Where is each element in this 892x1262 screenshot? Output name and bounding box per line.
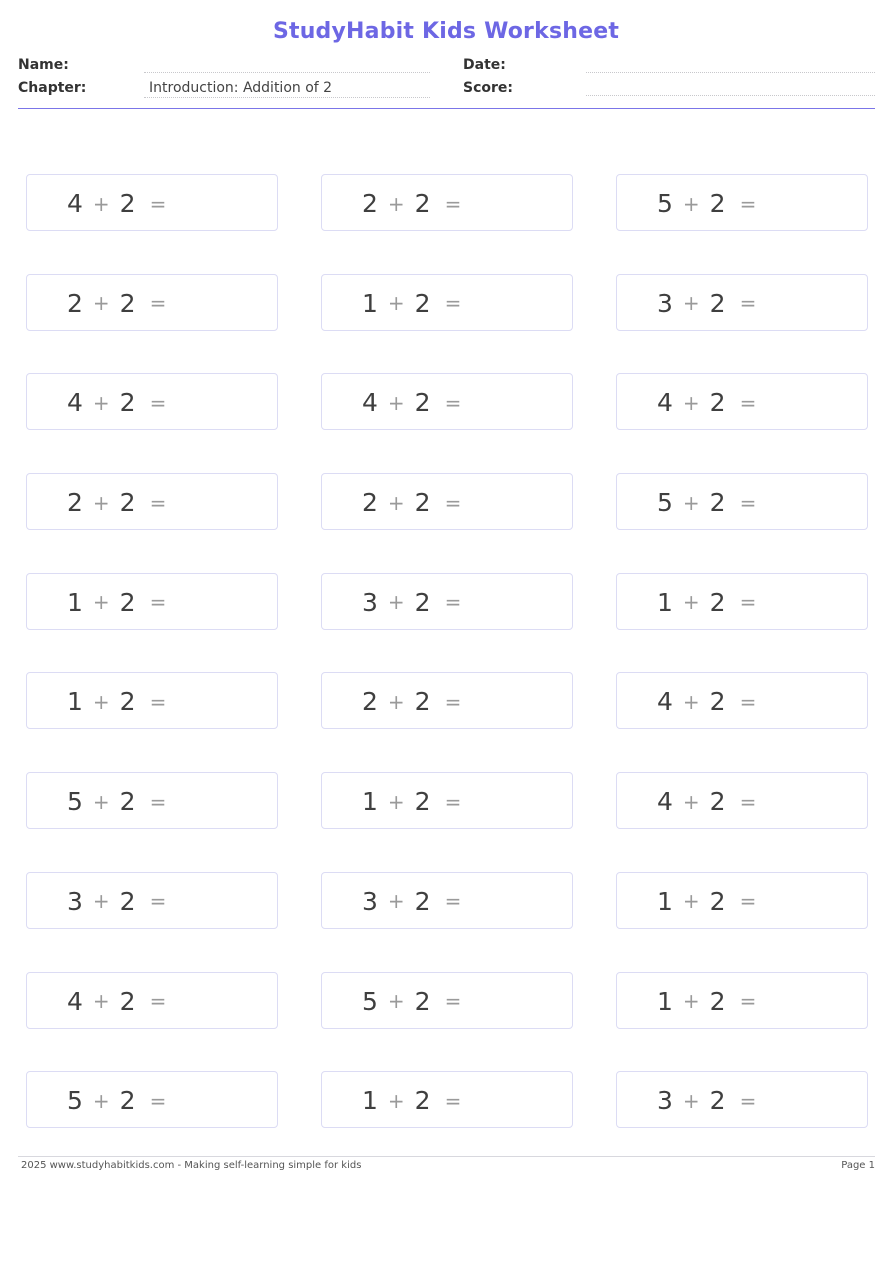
addend-b: 2 <box>119 388 136 418</box>
plus-sign: + <box>682 1088 700 1113</box>
problem-card[interactable] <box>616 1071 868 1128</box>
addend-b: 2 <box>119 587 136 617</box>
addend-b: 2 <box>414 787 431 817</box>
equation <box>657 275 756 332</box>
equation <box>67 574 166 631</box>
addend-a: 3 <box>657 288 673 318</box>
plus-sign: + <box>387 390 405 415</box>
equation <box>67 374 166 431</box>
addend-a: 5 <box>67 1086 83 1116</box>
chapter-line <box>144 97 430 98</box>
problem-card[interactable] <box>321 373 573 430</box>
score-label: Score: <box>463 80 513 96</box>
equation <box>362 873 461 930</box>
problem-card[interactable] <box>321 274 573 331</box>
problem-card[interactable] <box>26 573 278 630</box>
addend-a: 5 <box>657 488 673 518</box>
equals-sign: = <box>739 1088 757 1113</box>
plus-sign: + <box>92 590 110 615</box>
equals-sign: = <box>739 490 757 515</box>
equals-sign: = <box>739 191 757 216</box>
equals-sign: = <box>444 1088 462 1113</box>
equation <box>67 474 166 531</box>
equals-sign: = <box>149 590 167 615</box>
equation <box>67 673 166 730</box>
equation <box>657 574 756 631</box>
plus-sign: + <box>92 789 110 814</box>
equation <box>362 773 461 830</box>
date-line <box>586 72 875 73</box>
addend-a: 1 <box>67 587 83 617</box>
addend-a: 4 <box>657 388 673 418</box>
addend-a: 3 <box>67 886 83 916</box>
addend-b: 2 <box>709 587 726 617</box>
equals-sign: = <box>149 989 167 1013</box>
equals-sign: = <box>739 789 757 814</box>
plus-sign: + <box>92 689 110 714</box>
problem-card[interactable] <box>26 174 278 231</box>
addend-a: 1 <box>362 787 378 817</box>
problem-card[interactable] <box>616 174 868 231</box>
plus-sign: + <box>92 1088 110 1113</box>
equals-sign: = <box>149 689 167 714</box>
plus-sign: + <box>682 989 700 1013</box>
addend-b: 2 <box>709 189 726 218</box>
addend-a: 2 <box>67 288 83 318</box>
problem-card[interactable] <box>26 1071 278 1128</box>
addend-b: 2 <box>414 687 431 717</box>
equals-sign: = <box>444 291 462 316</box>
equals-sign: = <box>444 889 462 914</box>
problem-card[interactable] <box>616 373 868 430</box>
equals-sign: = <box>739 689 757 714</box>
equation <box>657 175 756 232</box>
equation <box>657 474 756 531</box>
plus-sign: + <box>387 1088 405 1113</box>
addend-a: 1 <box>362 1086 378 1116</box>
problem-card[interactable] <box>26 473 278 530</box>
problem-card[interactable] <box>616 573 868 630</box>
problem-card[interactable] <box>321 573 573 630</box>
problem-card[interactable] <box>26 672 278 729</box>
plus-sign: + <box>387 689 405 714</box>
equation <box>67 973 166 1030</box>
date-label: Date: <box>463 57 506 73</box>
plus-sign: + <box>682 490 700 515</box>
equals-sign: = <box>444 989 462 1013</box>
addend-b: 2 <box>119 189 136 218</box>
addend-b: 2 <box>414 986 431 1016</box>
plus-sign: + <box>387 490 405 515</box>
addend-b: 2 <box>119 886 136 916</box>
addend-a: 4 <box>657 687 673 717</box>
equation <box>67 175 166 232</box>
addend-a: 2 <box>362 189 378 218</box>
addend-a: 1 <box>657 587 673 617</box>
plus-sign: + <box>682 590 700 615</box>
addend-a: 2 <box>362 488 378 518</box>
equals-sign: = <box>444 390 462 415</box>
equation <box>362 374 461 431</box>
equation <box>657 374 756 431</box>
addend-b: 2 <box>709 986 726 1016</box>
problem-card[interactable] <box>616 274 868 331</box>
plus-sign: + <box>387 291 405 316</box>
problem-card[interactable] <box>616 672 868 729</box>
equation <box>67 873 166 930</box>
addend-b: 2 <box>709 886 726 916</box>
addend-a: 1 <box>67 687 83 717</box>
addend-b: 2 <box>119 986 136 1016</box>
plus-sign: + <box>387 989 405 1013</box>
equals-sign: = <box>149 291 167 316</box>
addend-b: 2 <box>119 288 136 318</box>
score-line <box>586 95 875 96</box>
plus-sign: + <box>387 889 405 914</box>
problem-card[interactable] <box>321 174 573 231</box>
equals-sign: = <box>444 590 462 615</box>
addend-b: 2 <box>709 687 726 717</box>
problem-card[interactable] <box>26 772 278 829</box>
addend-b: 2 <box>709 288 726 318</box>
addend-a: 4 <box>67 388 83 418</box>
addend-b: 2 <box>119 1086 136 1116</box>
plus-sign: + <box>682 191 700 216</box>
equation <box>657 873 756 930</box>
addend-b: 2 <box>119 687 136 717</box>
problem-card[interactable] <box>26 872 278 929</box>
problem-card[interactable] <box>616 772 868 829</box>
plus-sign: + <box>682 390 700 415</box>
addend-b: 2 <box>414 587 431 617</box>
equation <box>67 773 166 830</box>
addend-a: 2 <box>67 488 83 518</box>
equals-sign: = <box>149 191 167 216</box>
addend-a: 1 <box>657 986 673 1016</box>
plus-sign: + <box>682 291 700 316</box>
equals-sign: = <box>739 291 757 316</box>
addend-b: 2 <box>119 488 136 518</box>
plus-sign: + <box>387 191 405 216</box>
addend-b: 2 <box>414 1086 431 1116</box>
problem-card[interactable] <box>26 373 278 430</box>
equals-sign: = <box>739 390 757 415</box>
plus-sign: + <box>682 889 700 914</box>
chapter-label: Chapter: <box>18 80 87 96</box>
equation <box>657 973 756 1030</box>
addend-a: 1 <box>657 886 673 916</box>
addend-b: 2 <box>709 388 726 418</box>
header-divider <box>18 108 875 109</box>
equation <box>362 275 461 332</box>
equals-sign: = <box>444 689 462 714</box>
addend-b: 2 <box>414 886 431 916</box>
addend-a: 4 <box>362 388 378 418</box>
equals-sign: = <box>444 191 462 216</box>
equation <box>362 673 461 730</box>
name-label: Name: <box>18 57 69 73</box>
plus-sign: + <box>92 291 110 316</box>
page-number: Page 1 <box>841 1160 875 1171</box>
addend-a: 2 <box>362 687 378 717</box>
addend-b: 2 <box>414 288 431 318</box>
equals-sign: = <box>739 889 757 914</box>
addend-a: 3 <box>362 587 378 617</box>
equals-sign: = <box>149 789 167 814</box>
addend-a: 3 <box>657 1086 673 1116</box>
problem-card[interactable] <box>26 972 278 1029</box>
addend-b: 2 <box>709 488 726 518</box>
plus-sign: + <box>92 390 110 415</box>
addend-a: 4 <box>657 787 673 817</box>
plus-sign: + <box>92 490 110 515</box>
problem-card[interactable] <box>321 473 573 530</box>
equals-sign: = <box>739 989 757 1013</box>
equation <box>657 773 756 830</box>
addend-b: 2 <box>119 787 136 817</box>
equals-sign: = <box>149 390 167 415</box>
addend-a: 4 <box>67 986 83 1016</box>
worksheet-title: StudyHabit Kids Worksheet <box>272 19 620 44</box>
addend-b: 2 <box>414 488 431 518</box>
problem-card[interactable] <box>321 1071 573 1128</box>
addend-b: 2 <box>709 1086 726 1116</box>
addend-b: 2 <box>414 388 431 418</box>
addend-a: 4 <box>67 189 83 218</box>
problem-card[interactable] <box>321 772 573 829</box>
equation <box>362 973 461 1030</box>
problem-card[interactable] <box>616 872 868 929</box>
equation <box>362 1072 461 1129</box>
plus-sign: + <box>92 889 110 914</box>
chapter-value: Introduction: Addition of 2 <box>149 80 333 96</box>
addend-a: 5 <box>657 189 673 218</box>
problem-grid <box>26 174 868 1128</box>
addend-b: 2 <box>414 189 431 218</box>
problem-card[interactable] <box>26 274 278 331</box>
equals-sign: = <box>444 789 462 814</box>
addend-a: 3 <box>362 886 378 916</box>
name-line <box>144 72 430 73</box>
problem-card[interactable] <box>321 672 573 729</box>
addend-a: 5 <box>362 986 378 1016</box>
equals-sign: = <box>149 889 167 914</box>
equals-sign: = <box>739 590 757 615</box>
plus-sign: + <box>682 789 700 814</box>
plus-sign: + <box>92 989 110 1013</box>
equals-sign: = <box>149 490 167 515</box>
addend-b: 2 <box>709 787 726 817</box>
equation <box>657 673 756 730</box>
problem-card[interactable] <box>321 872 573 929</box>
plus-sign: + <box>682 689 700 714</box>
addend-a: 1 <box>362 288 378 318</box>
equals-sign: = <box>149 1088 167 1113</box>
equation <box>657 1072 756 1129</box>
equation <box>67 275 166 332</box>
addend-a: 5 <box>67 787 83 817</box>
equals-sign: = <box>444 490 462 515</box>
footer-divider <box>18 1156 875 1157</box>
problem-card[interactable] <box>321 972 573 1029</box>
problem-card[interactable] <box>616 473 868 530</box>
equation <box>67 1072 166 1129</box>
equation <box>362 474 461 531</box>
problem-card[interactable] <box>616 972 868 1029</box>
plus-sign: + <box>92 191 110 216</box>
equation <box>362 175 461 232</box>
plus-sign: + <box>387 590 405 615</box>
footer-text: 2025 www.studyhabitkids.com - Making self-learning simple for kids <box>21 1160 362 1171</box>
equation <box>362 574 461 631</box>
plus-sign: + <box>387 789 405 814</box>
